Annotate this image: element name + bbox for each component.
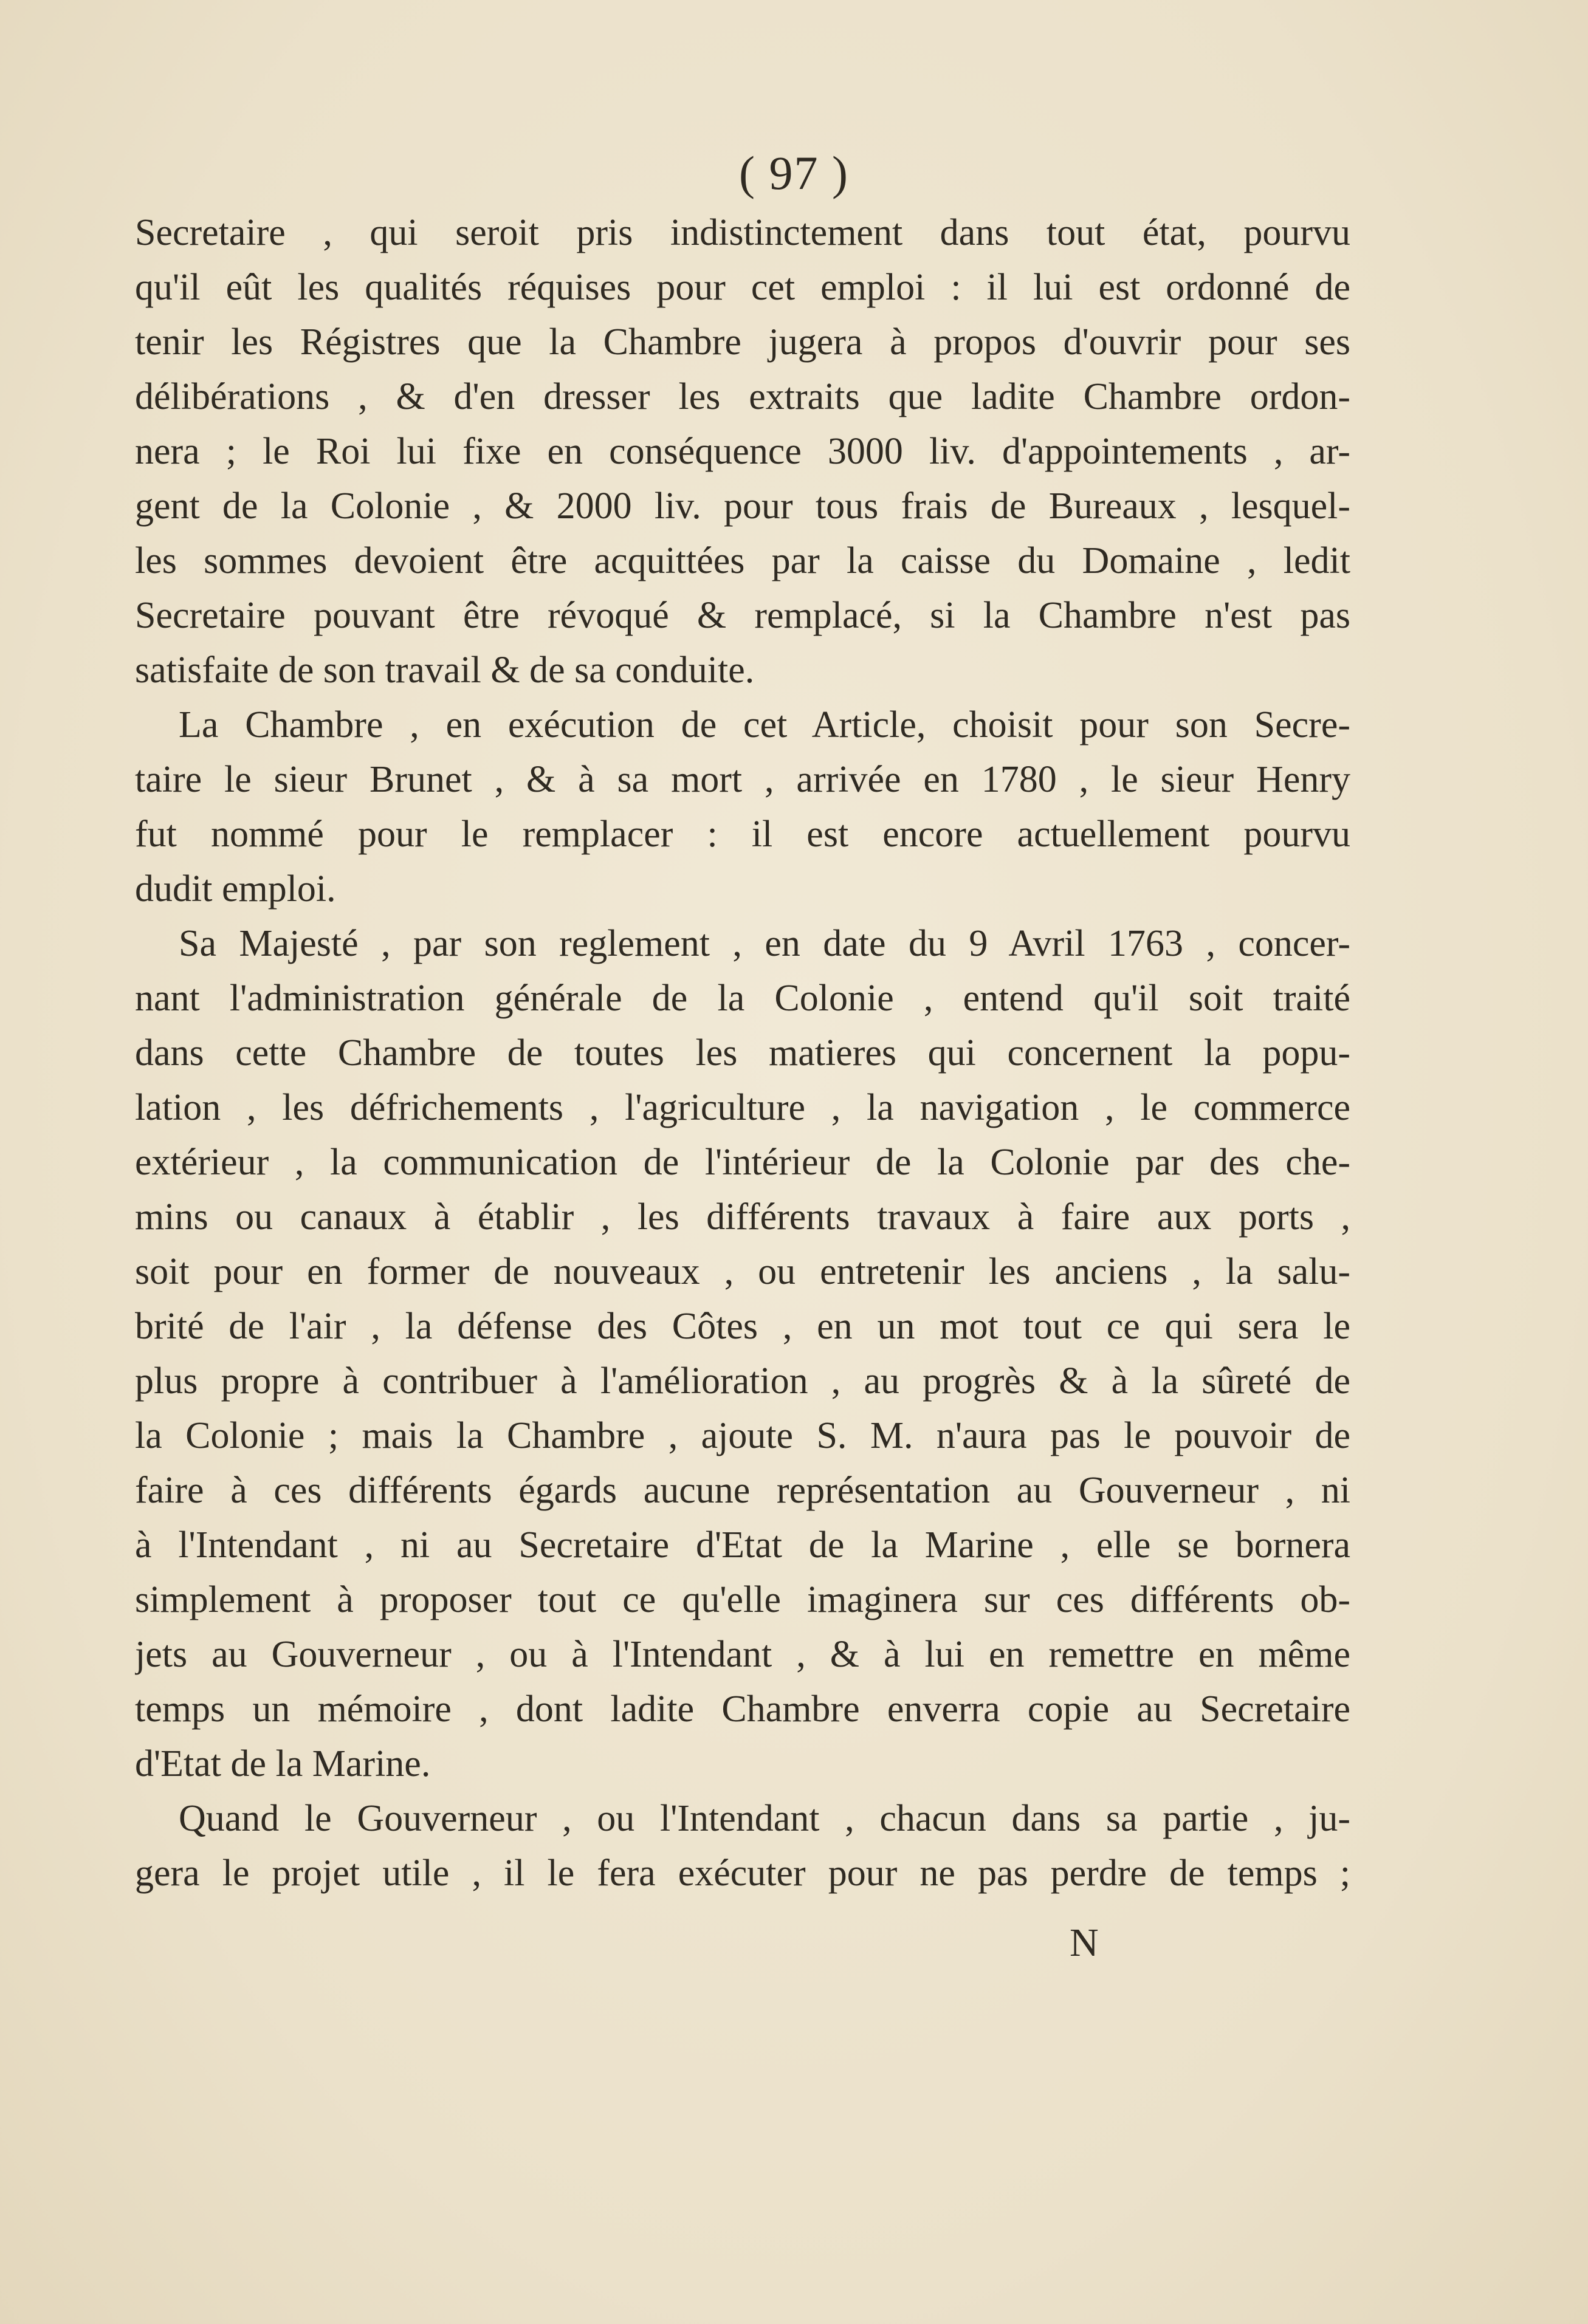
- text-line: Quand le Gouverneur , ou l'Intendant , chacun dans sa partie , ju-: [179, 1798, 1350, 1839]
- text-line: Secretaire , qui seroit pris indistinctement dans tout état, pourvu: [135, 212, 1350, 253]
- text-line: dans cette Chambre de toutes les matieres qui concernent la popu-: [135, 1032, 1350, 1074]
- text-line: satisfaite de son travail & de sa conduite.: [135, 650, 755, 691]
- text-line: faire à ces différents égards aucune représentation au Gouverneur , ni: [135, 1470, 1350, 1511]
- text-line: mins ou canaux à établir , les différents travaux à faire aux ports ,: [135, 1196, 1350, 1238]
- text-line: dudit emploi.: [135, 868, 336, 910]
- text-line: simplement à proposer tout ce qu'elle imaginera sur ces différents ob-: [135, 1579, 1350, 1620]
- text-line: taire le sieur Brunet , & à sa mort , arrivée en 1780 , le sieur Henry: [135, 759, 1350, 800]
- text-line: brité de l'air , la défense des Côtes , en un mot tout ce qui sera le: [135, 1306, 1350, 1347]
- text-line: temps un mémoire , dont ladite Chambre enverra copie au Secretaire: [135, 1688, 1350, 1730]
- signature-mark: N: [1070, 1921, 1099, 1965]
- text-line: lation , les défrichements , l'agriculture , la navigation , le commerce: [135, 1087, 1350, 1128]
- text-line: plus propre à contribuer à l'amélioration , au progrès & à la sûreté de: [135, 1360, 1350, 1402]
- text-line: gent de la Colonie , & 2000 liv. pour tous frais de Bureaux , lesquel-: [135, 485, 1350, 527]
- text-line: La Chambre , en exécution de cet Article, choisit pour son Secre-: [179, 704, 1350, 746]
- text-line: délibérations , & d'en dresser les extraits que ladite Chambre ordon-: [135, 376, 1350, 417]
- text-line: Secretaire pouvant être révoqué & remplacé, si la Chambre n'est pas: [135, 595, 1350, 636]
- text-line: nant l'administration générale de la Colonie , entend qu'il soit traité: [135, 978, 1350, 1019]
- text-line: d'Etat de la Marine.: [135, 1743, 431, 1784]
- text-line: jets au Gouverneur , ou à l'Intendant , & à lui en remettre en même: [135, 1634, 1350, 1675]
- text-line: qu'il eût les qualités réquises pour cet emploi : il lui est ordonné de: [135, 267, 1350, 308]
- text-line: extérieur , la communication de l'intérieur de la Colonie par des che-: [135, 1142, 1350, 1183]
- body-text: [135, 205, 1350, 1901]
- text-line: les sommes devoient être acquittées par la caisse du Domaine , ledit: [135, 540, 1350, 581]
- text-line: fut nommé pour le remplacer : il est encore actuellement pourvu: [135, 814, 1350, 855]
- page-number: ( 97 ): [739, 146, 849, 199]
- text-line: nera ; le Roi lui fixe en conséquence 3000 liv. d'appointements , ar-: [135, 431, 1350, 472]
- text-line: la Colonie ; mais la Chambre , ajoute S. M. n'aura pas le pouvoir de: [135, 1415, 1350, 1456]
- text-line: tenir les Régistres que la Chambre jugera à propos d'ouvrir pour ses: [135, 321, 1350, 363]
- text-line: soit pour en former de nouveaux , ou entretenir les anciens , la salu-: [135, 1251, 1350, 1292]
- text-line: à l'Intendant , ni au Secretaire d'Etat de la Marine , elle se bornera: [135, 1524, 1350, 1566]
- text-line: Sa Majesté , par son reglement , en date du 9 Avril 1763 , concer-: [179, 923, 1350, 964]
- text-line: gera le projet utile , il le fera exécuter pour ne pas perdre de temps ;: [135, 1853, 1350, 1894]
